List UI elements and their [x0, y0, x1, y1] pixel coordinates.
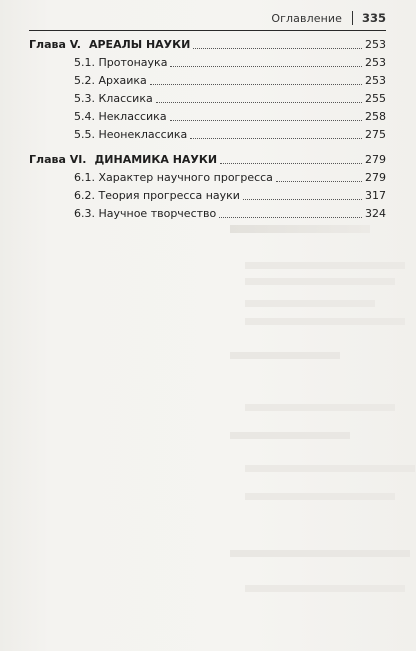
toc-section[interactable]	[74, 127, 386, 143]
dot-leader	[170, 65, 362, 67]
section-title: 6.1. Характер научного прогресса	[74, 171, 273, 184]
toc-chapter[interactable]	[29, 152, 386, 168]
section-title: 6.2. Теория прогресса науки	[74, 189, 240, 202]
section-page: 324	[365, 207, 386, 220]
dot-leader	[276, 180, 362, 182]
section-title: 5.1. Протонаука	[74, 56, 168, 69]
chapter-title: ДИНАМИКА НАУКИ	[94, 153, 218, 166]
toc-section[interactable]	[74, 91, 386, 107]
section-page: 253	[365, 56, 386, 69]
dot-leader	[220, 162, 362, 164]
dot-leader	[190, 137, 362, 139]
chapter-page: 253	[365, 38, 386, 51]
chapter-number: Глава V.	[29, 38, 81, 51]
dot-leader	[243, 198, 362, 200]
section-page: 253	[365, 74, 386, 87]
section-title: 5.2. Архаика	[74, 74, 147, 87]
section-title: 5.5. Неонеклассика	[74, 128, 188, 141]
section-title: 5.3. Классика	[74, 92, 153, 105]
toc-section[interactable]	[74, 206, 386, 222]
section-title: 5.4. Неклассика	[74, 110, 167, 123]
header-rule	[29, 30, 386, 31]
toc-section[interactable]	[74, 109, 386, 125]
dot-leader	[219, 216, 362, 218]
toc-section[interactable]	[74, 73, 386, 89]
dot-leader	[170, 119, 362, 121]
section-page: 279	[365, 171, 386, 184]
section-page: 255	[365, 92, 386, 105]
running-head	[271, 11, 386, 25]
dot-leader	[150, 83, 362, 85]
chapter-number: Глава VI.	[29, 153, 87, 166]
toc-chapter[interactable]	[29, 37, 386, 53]
section-page: 275	[365, 128, 386, 141]
chapter-title: АРЕАЛЫ НАУКИ	[88, 38, 191, 51]
toc-section[interactable]	[74, 170, 386, 186]
dot-leader	[156, 101, 362, 103]
section-page: 317	[365, 189, 386, 202]
chapter-page: 279	[365, 153, 386, 166]
section-title: 6.3. Научное творчество	[74, 207, 217, 220]
dot-leader	[193, 47, 362, 49]
section-page: 258	[365, 110, 386, 123]
toc-section[interactable]	[74, 188, 386, 204]
toc-section[interactable]	[74, 55, 386, 71]
page-number: 335	[361, 11, 386, 25]
running-head-title: Оглавление	[271, 11, 342, 25]
running-head-separator	[352, 11, 353, 25]
